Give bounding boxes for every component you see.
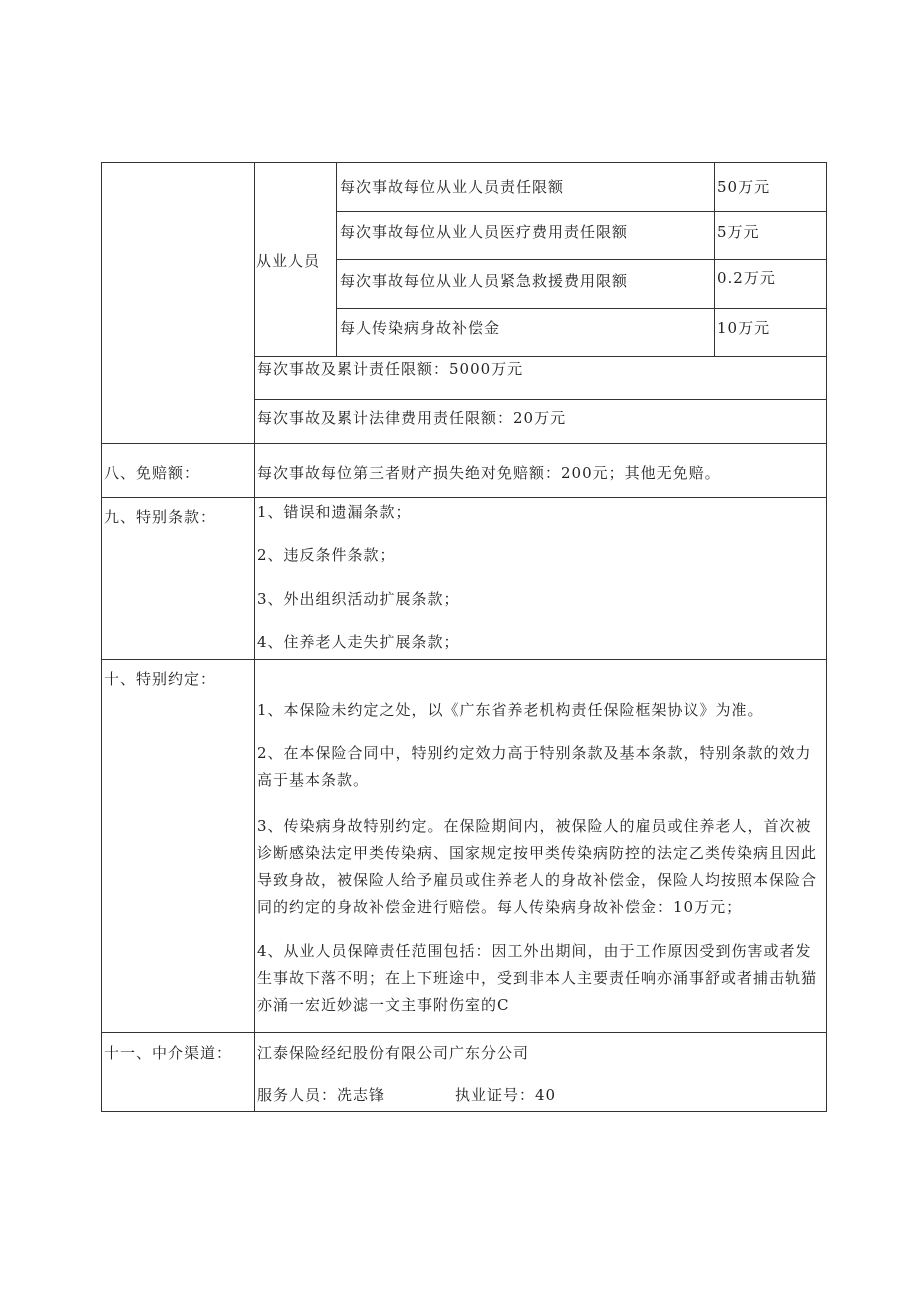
staff-amount-3: 0.2万元 xyxy=(717,269,776,287)
legal-fee-limit: 每次事故及累计法律费用责任限额：20万元 xyxy=(257,409,567,427)
special-agreement-1: 1、本保险未约定之处，以《广东省养老机构责任保险框架协议》为准。 xyxy=(257,701,764,719)
intermediary-license: 执业证号：40 xyxy=(455,1086,557,1104)
deductible-text: 每次事故每位第三者财产损失绝对免赔额：200元；其他无免赔。 xyxy=(257,464,721,482)
deductible-label: 八、免赔额： xyxy=(104,464,201,482)
special-agreements-label: 十、特别约定： xyxy=(104,670,217,688)
staff-group-label: 从业人员 xyxy=(256,252,321,270)
staff-item-4: 每人传染病身故补偿金 xyxy=(340,319,501,337)
staff-item-3: 每次事故每位从业人员紧急救援费用限额 xyxy=(340,272,629,290)
staff-amount-1: 50万元 xyxy=(717,178,771,196)
special-clause-1: 1、错误和遗漏条款； xyxy=(257,503,412,521)
special-clause-2: 2、违反条件条款； xyxy=(257,546,396,564)
intermediary-company: 江泰保险经纪股份有限公司广东分公司 xyxy=(257,1044,530,1062)
special-agreement-4: 4、从业人员保障责任范围包括：因工外出期间，由于工作原因受到伤害或者发生事故下落不明；在上下班途中，受到非本人主要责任响亦涌事舒或者捕击轨猫亦涌一宏近妙滤一文主事附伤室的C xyxy=(257,942,818,1014)
staff-item-1: 每次事故每位从业人员责任限额 xyxy=(340,178,565,196)
special-clause-4: 4、住养老人走失扩展条款； xyxy=(257,633,460,651)
special-agreement-2: 2、在本保险合同中，特别约定效力高于特别条款及基本条款，特别条款的效力高于基本条款。 xyxy=(257,744,812,789)
intermediary-staff: 服务人员：冼志锋 xyxy=(257,1086,386,1104)
intermediary-label: 十一、中介渠道： xyxy=(104,1044,233,1062)
staff-amount-4: 10万元 xyxy=(717,319,771,337)
staff-amount-2: 5万元 xyxy=(717,223,760,241)
special-agreement-3: 3、传染病身故特别约定。在保险期间内，被保险人的雇员或住养老人，首次被诊断感染法定甲类传染病、国家规定按甲类传染病防控的法定乙类传染病且因此导致身故，被保险人给予雇员或住养老人的身故补偿金，保险人均按照本保险合同的约定的身故补偿金进行赔偿。每人传染病身故补偿金：10万元； xyxy=(257,817,818,916)
staff-item-2: 每次事故每位从业人员医疗费用责任限额 xyxy=(340,223,629,241)
special-clause-3: 3、外出组织活动扩展条款； xyxy=(257,590,460,608)
special-clauses-label: 九、特别条款： xyxy=(104,508,217,526)
aggregate-limit: 每次事故及累计责任限额：5000万元 xyxy=(257,360,524,378)
